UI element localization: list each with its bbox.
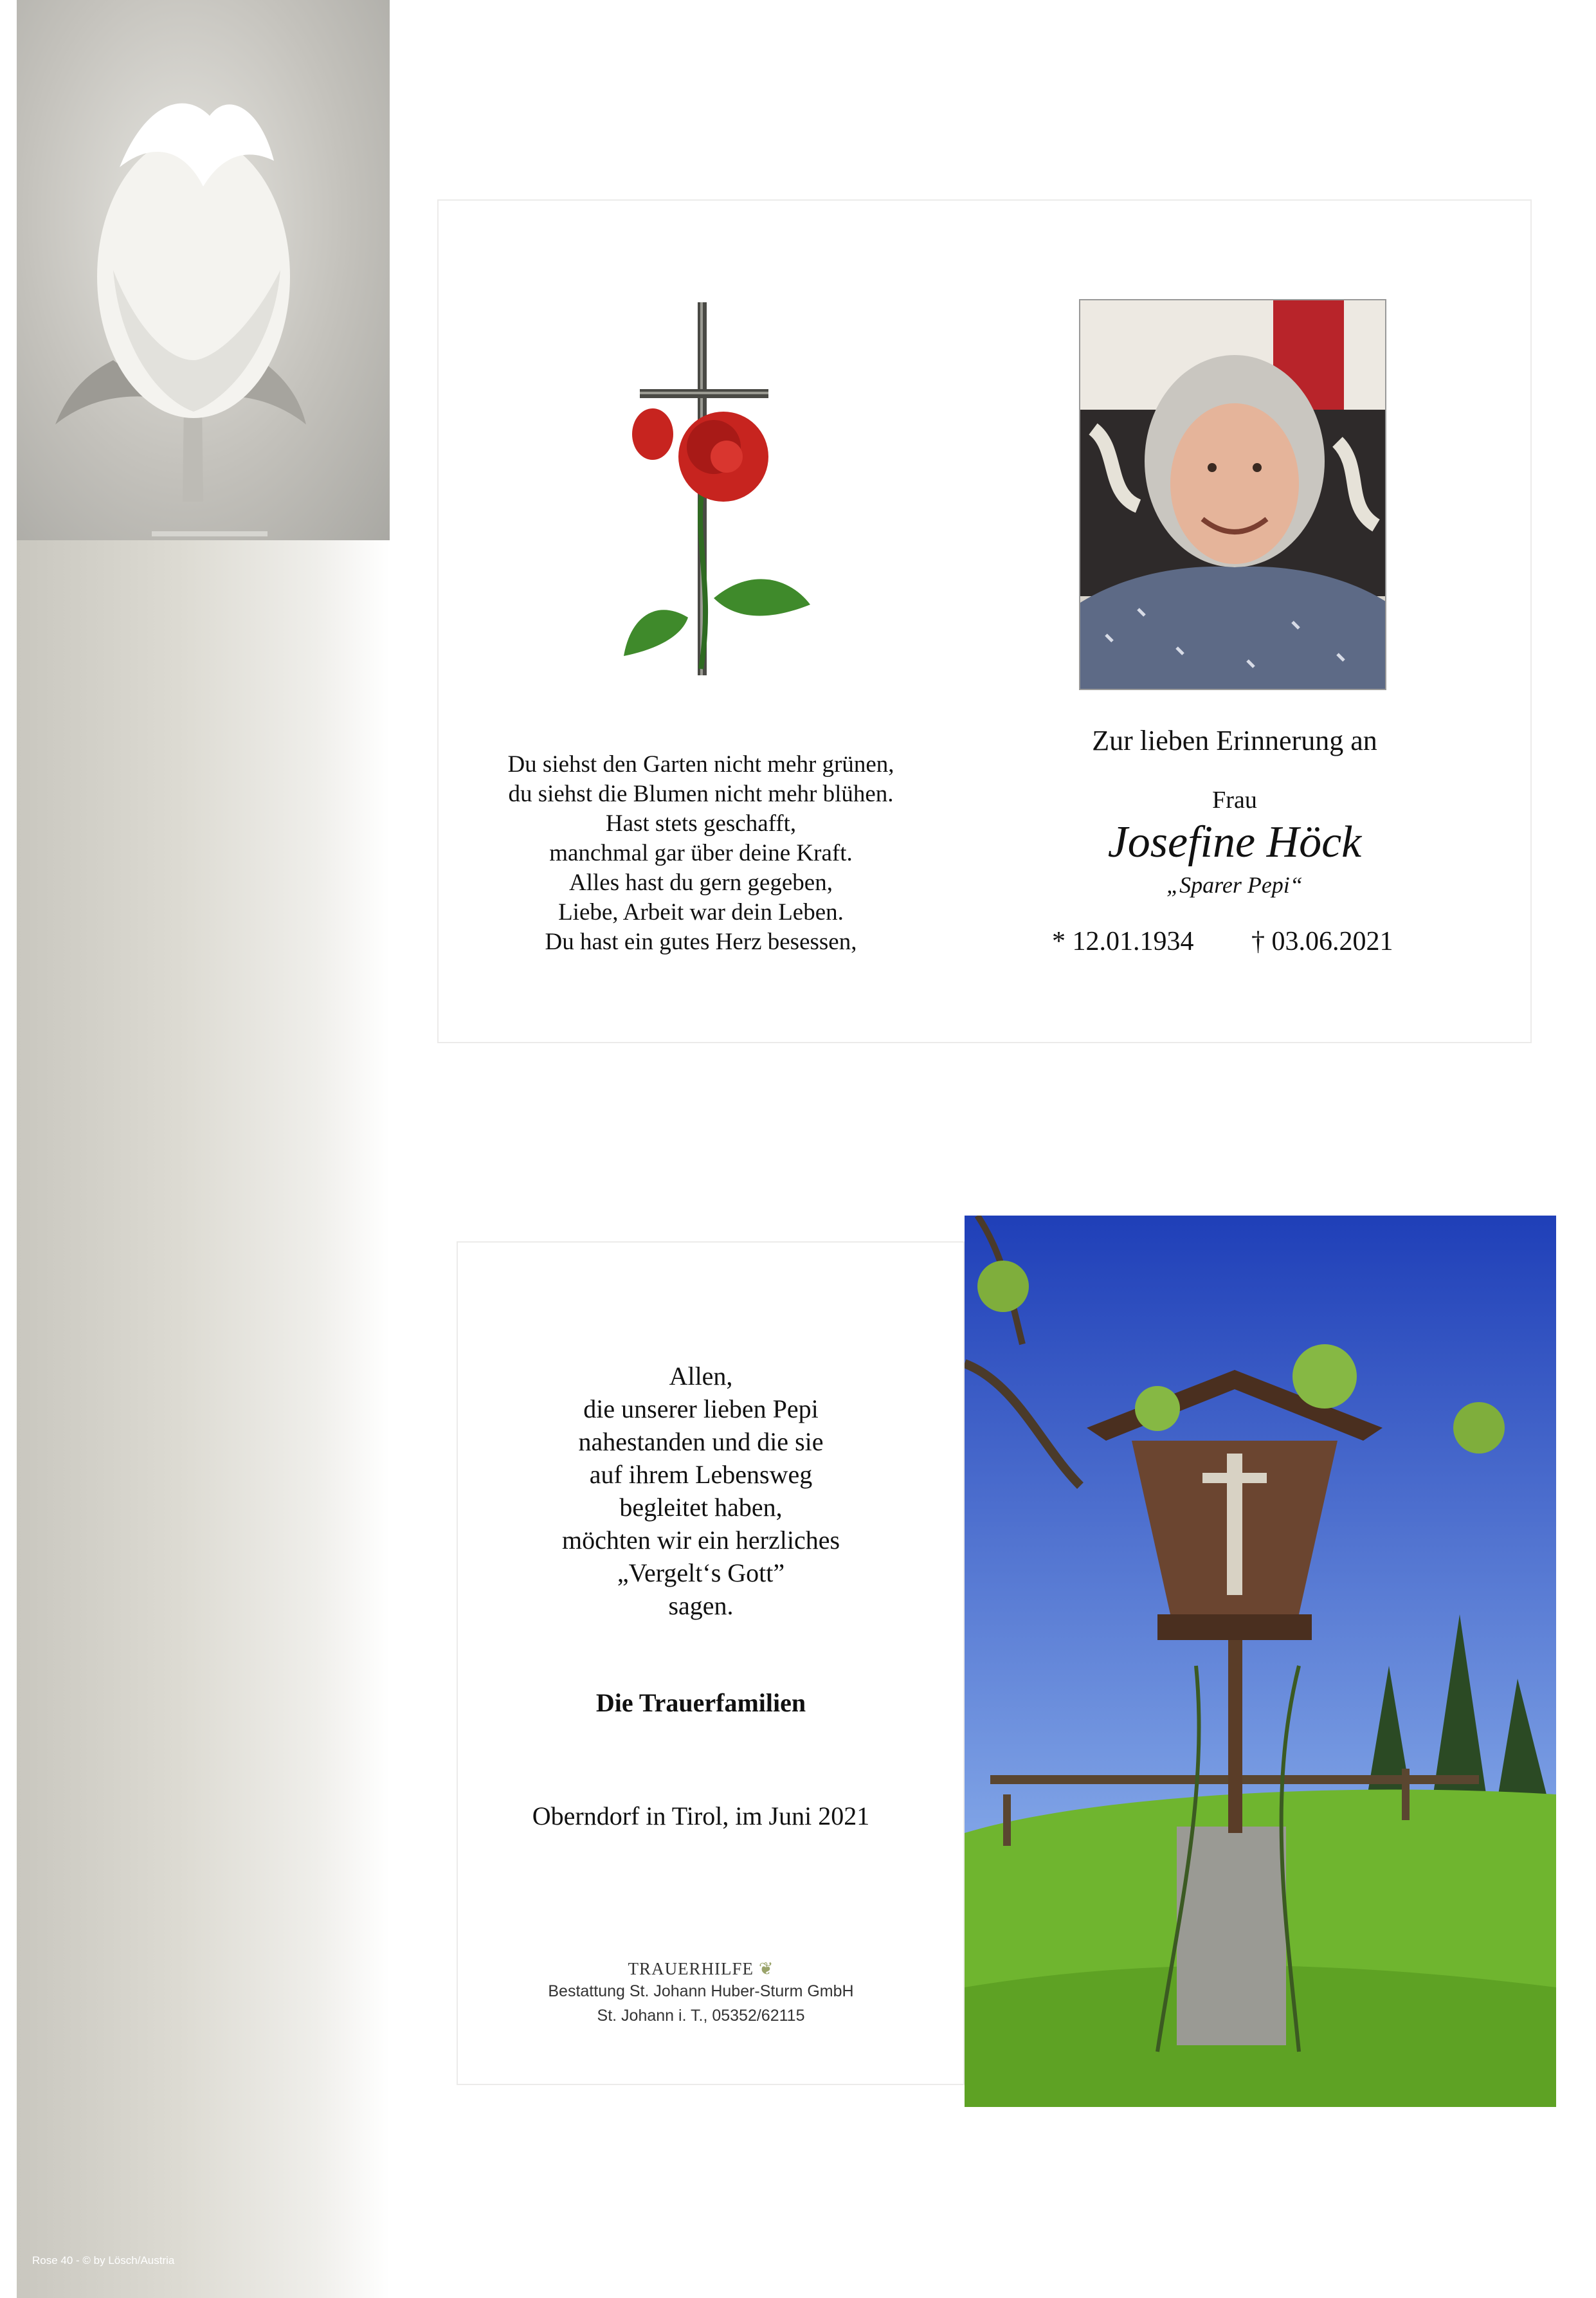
place-date: Oberndorf in Tirol, im Juni 2021 [532,1801,870,1830]
cross-rose-icon [617,296,830,682]
thanks-line: nahestanden und die sie [578,1427,824,1456]
thanks-text [508,1360,894,1622]
poem-line: Alles hast du gern gegeben, [569,870,833,896]
funeral-brand-label: TRAUERHILFE [628,1959,754,1978]
memorial-salutation: Frau [1212,787,1257,814]
family-signature: Die Trauerfamilien [595,1688,806,1717]
thanks-line: „Vergelt‘s Gott” [617,1558,785,1587]
thanks-line: die unserer lieben Pepi [583,1394,819,1423]
poem-line: Liebe, Arbeit war dein Leben. [558,899,844,926]
leaf-icon: ❦ [758,1959,774,1978]
poem-line: manchmal gar über deine Kraft. [549,840,853,866]
funeral-company: Bestattung St. Johann Huber-Sturm GmbH [548,1982,854,2000]
funeral-brand [508,1959,894,1979]
deceased-name: Josefine Höck [1107,817,1362,867]
white-rose-image [17,0,390,540]
funeral-contact: St. Johann i. T., 05352/62115 [597,2007,805,2025]
thanks-line: möchten wir ein herzliches [561,1526,840,1555]
deceased-nickname: „Sparer Pepi“ [1166,872,1303,898]
funeral-home-info [508,1959,894,2028]
poem-line: Du hast ein gutes Herz besessen, [545,929,857,955]
memorial-poem [450,750,952,957]
poem-line: Hast stets geschafft, [605,810,797,837]
birth-date: * 12.01.1934 [1052,927,1194,956]
death-date: † 03.06.2021 [1251,927,1393,956]
poem-line: Du siehst den Garten nicht mehr grünen, [507,751,894,778]
image-credit: Rose 40 - © by Lösch/Austria [32,2254,175,2266]
portrait-photo [1079,299,1386,690]
wayside-shrine-photo [965,1216,1556,2107]
memorial-intro: Zur lieben Erinnerung an [1092,725,1377,756]
thanks-line: auf ihrem Lebensweg [589,1460,813,1489]
poem-line: du siehst die Blumen nicht mehr blühen. [508,781,894,807]
thanks-line: sagen. [668,1591,734,1620]
thanks-line: Allen, [669,1362,733,1391]
thanks-line: begleitet haben, [619,1493,783,1522]
